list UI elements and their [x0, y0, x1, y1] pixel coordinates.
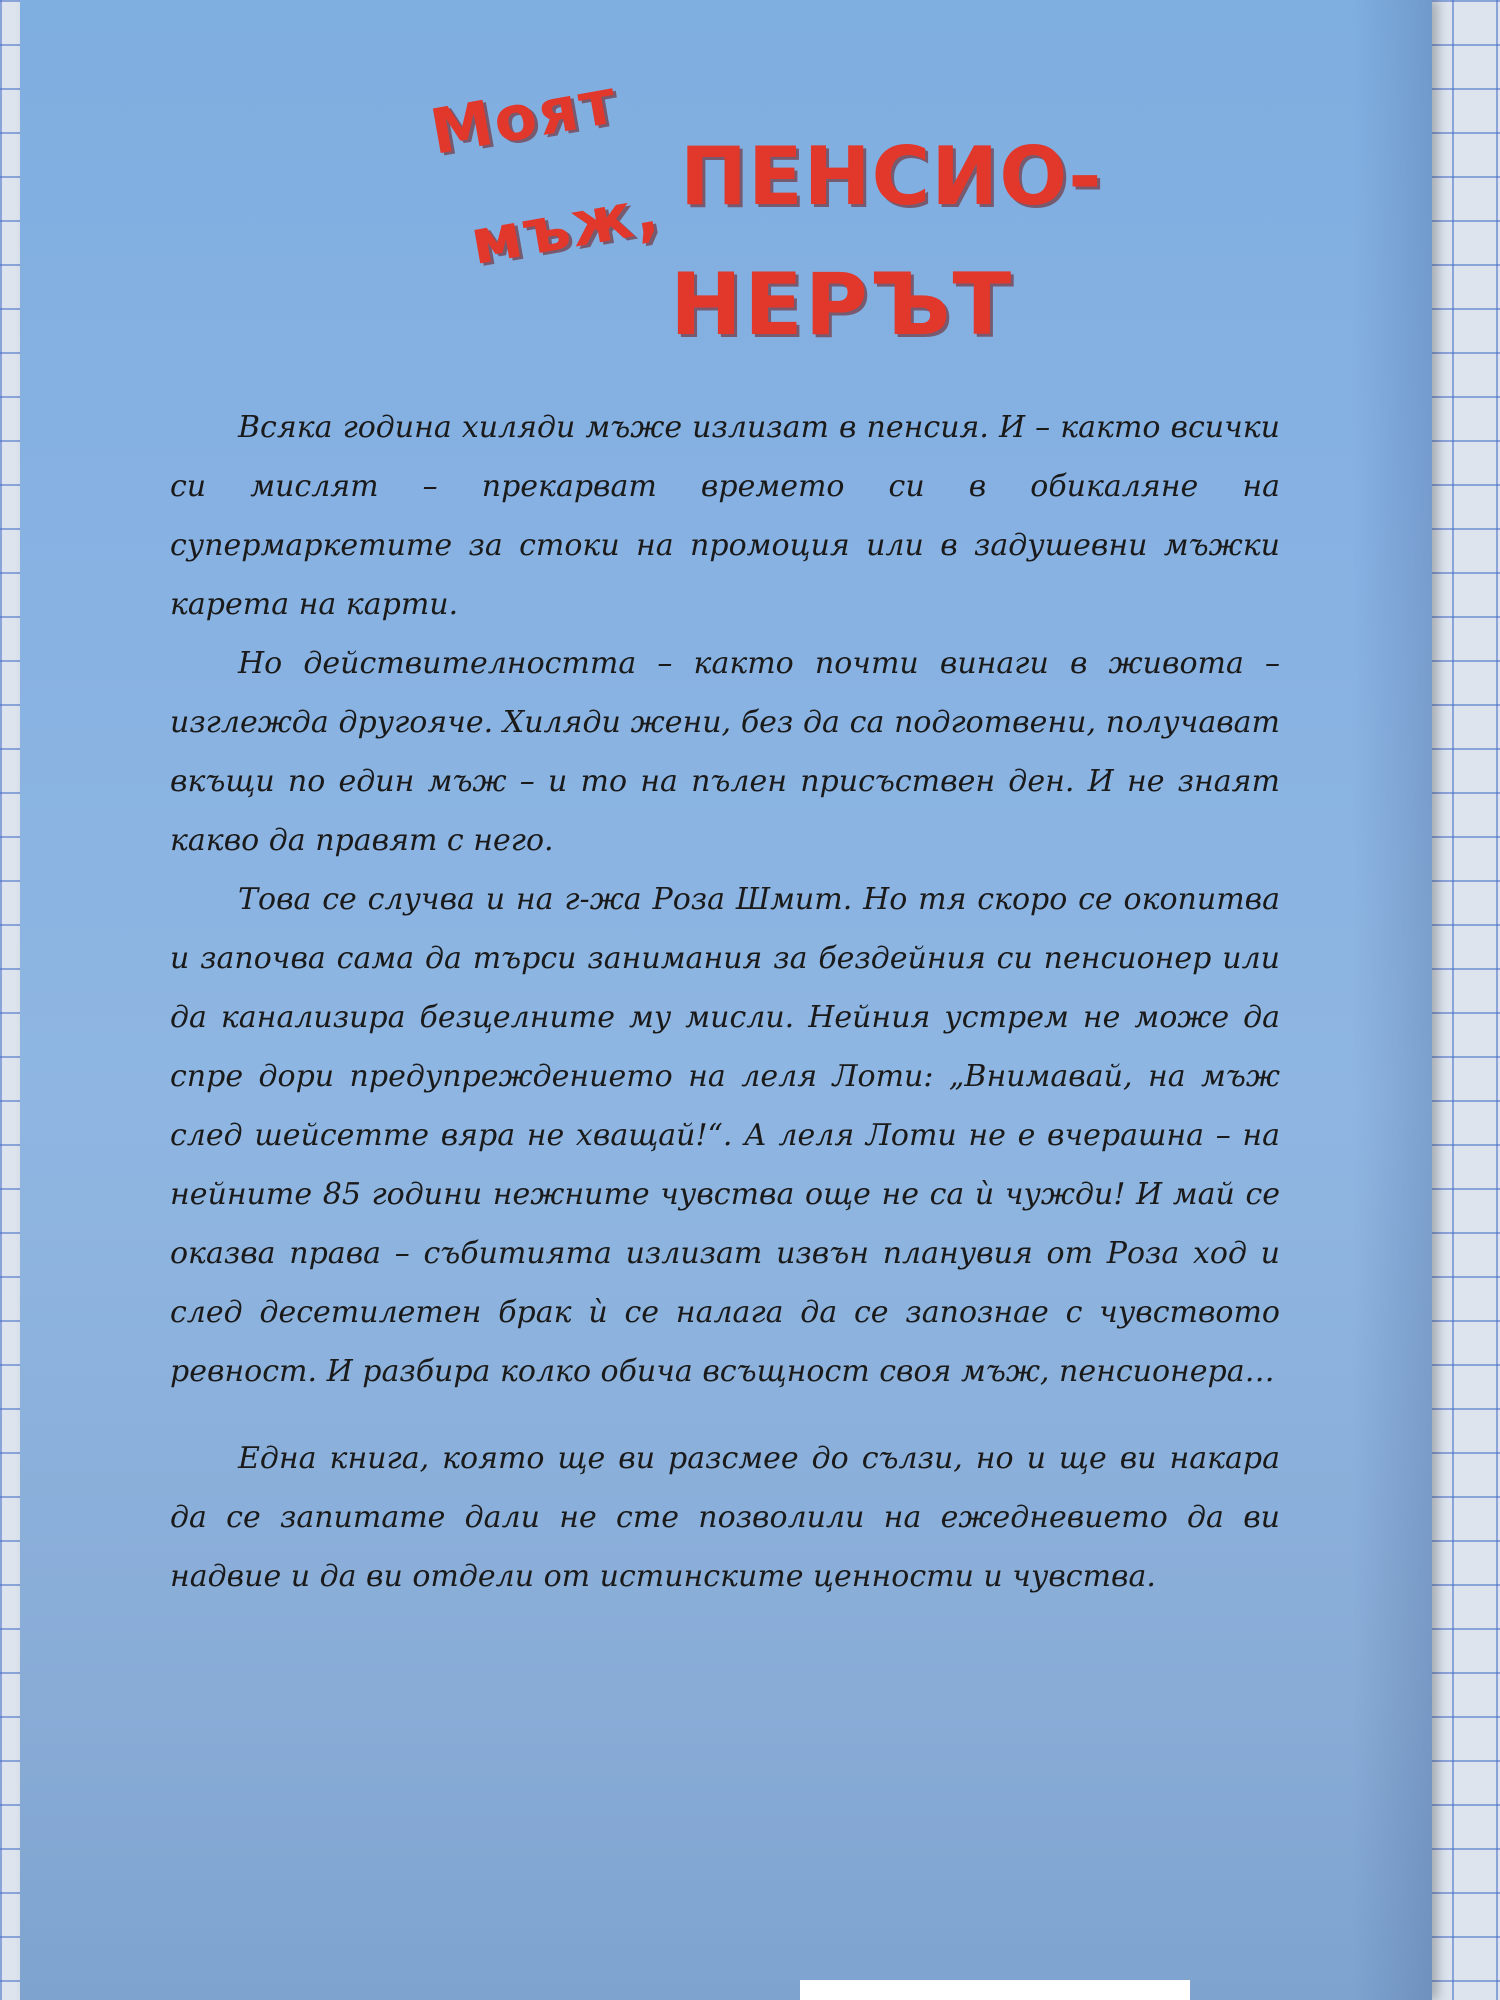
blurb-paragraph: Всяка година хиляди мъже излизат в пенсия. И – както всички си мислят – прекарват времето си в обикаляне на супермаркетите за стоки на промоция или в задушевни мъжки карета на карти.: [170, 410, 1280, 622]
blurb-paragraph: Това се случва и на г-жа Роза Шмит. Но тя скоро се окопитва и започва сама да търси занимания за бездейния си пенсионер или да канализира безцелните му мисли. Нейния устрем не може да спре дори предупреждението на леля Лоти: „Внимавай, на мъж след шейсетте вяра не хващай!“. А леля Лоти не е вчерашна – на нейните 85 години нежните чувства още не са ѝ чужди! И май се оказва права – събитията излизат извън планувия от Роза ход и след десетилетен брак ѝ се налага да се запознае с чувството ревност. И разбира колко обича всъщност своя мъж, пенсионера…: [170, 882, 1280, 1389]
title-word-pensio: ПЕНСИО-: [680, 130, 1103, 223]
title-word-moyat: Моят: [425, 64, 623, 169]
closing-paragraph: Една книга, която ще ви разсмее до сълзи, но и ще ви накара да се запитате дали не сте позволили на ежедневието да ви надвие и да ви отдели от истинските ценности и чувства.: [170, 1441, 1280, 1594]
blurb-text: [170, 398, 1280, 1606]
title-word-mazh: мъж,: [465, 174, 666, 279]
barcode-sticker-edge: [800, 1980, 1190, 2000]
book-title: [410, 64, 1110, 370]
title-word-nerat: НЕРЪТ: [670, 255, 1014, 355]
blurb-paragraph: Но действителността – както почти винаги в живота – изглежда другояче. Хиляди жени, без да са подготвени, получават вкъщи по един мъж – и то на пълен присъствен ден. И не знаят какво да правят с него.: [170, 646, 1280, 858]
cover-edge-shadow: [1352, 0, 1432, 2000]
